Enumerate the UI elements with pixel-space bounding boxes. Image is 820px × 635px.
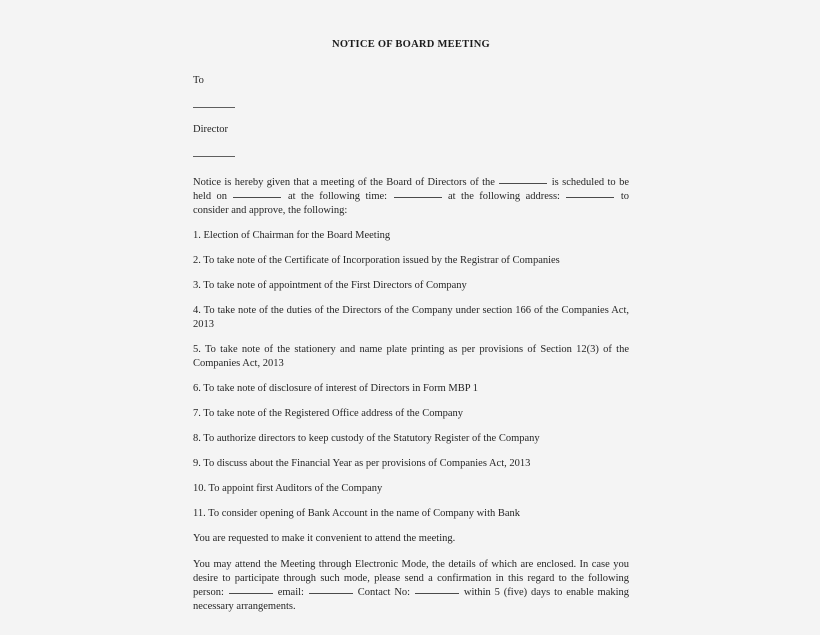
intro-part-1: Notice is hereby given that a meeting of the Board of Directors of the (193, 177, 495, 188)
agenda-item: 9. To discuss about the Financial Year as per provisions of Companies Act, 2013 (193, 458, 531, 469)
intro-paragraph (193, 176, 629, 218)
designation-label: Director (193, 124, 228, 135)
electronic-mode-paragraph (193, 558, 629, 614)
signature-rule-2 (193, 150, 629, 164)
blank-line (193, 107, 235, 108)
blank-email (309, 593, 353, 594)
intro-part-5: to consider and approve, the following: (193, 191, 630, 216)
agenda-item: 3. To take note of appointment of the First Directors of Company (193, 280, 467, 291)
blank-contact-no (415, 593, 459, 594)
agenda-item: 6. To take note of disclosure of interest of Directors in Form MBP 1 (193, 383, 479, 394)
agenda-item: 8. To authorize directors to keep custody of the Statutory Register of the Company (193, 433, 540, 444)
blank-address (566, 197, 614, 198)
blank-time (394, 197, 442, 198)
electronic-part-1: You may attend the Meeting through Electronic Mode, the details of which are enclosed. In case you desire to participate through such mode, please send a confirmation in this regard to the following person: (193, 559, 629, 598)
attendance-request: You are requested to make it convenient to attend the meeting. (193, 533, 456, 544)
agenda-item: 5. To take note of the stationery and name plate printing as per provisions of Section 12(3) of the Companies Act, 2013 (193, 344, 629, 369)
electronic-part-3: Contact No: (357, 587, 411, 598)
agenda-item: 11. To consider opening of Bank Account in the name of Company with Bank (193, 508, 521, 519)
intro-part-4: at the following address: (448, 191, 560, 202)
blank-date (233, 197, 281, 198)
blank-line (193, 156, 235, 157)
document-title: NOTICE OF BOARD MEETING (332, 39, 490, 50)
blank-company-name (499, 183, 547, 184)
signature-rule-1 (193, 101, 629, 115)
agenda-item: 4. To take note of the duties of the Directors of the Company under section 166 of the Companies Act, 2013 (193, 305, 629, 330)
intro-part-3: at the following time: (287, 191, 388, 202)
electronic-part-2: email: (277, 587, 304, 598)
agenda-item: 2. To take note of the Certificate of Incorporation issued by the Registrar of Companies (193, 255, 560, 266)
agenda-item: 7. To take note of the Registered Office address of the Company (193, 408, 464, 419)
agenda-item: 10. To appoint first Auditors of the Company (193, 483, 383, 494)
agenda-item: 1. Election of Chairman for the Board Meeting (193, 230, 391, 241)
blank-contact-person (229, 593, 273, 594)
intro-part-2: is scheduled to be held on (193, 177, 629, 202)
addressee-label: To (193, 75, 204, 86)
document-content (193, 0, 629, 614)
electronic-part-4: within 5 (five) days to enable making necessary arrangements. (193, 587, 630, 612)
